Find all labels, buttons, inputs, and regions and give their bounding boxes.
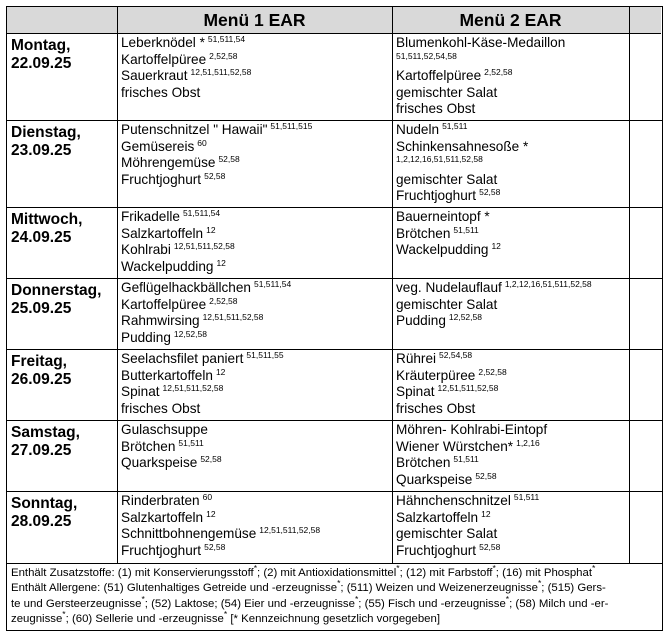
dish-line bbox=[121, 510, 320, 527]
dish-codes: 52,58 bbox=[475, 470, 497, 481]
day-date: 23.09.25 bbox=[11, 142, 72, 159]
day-label bbox=[11, 282, 101, 318]
dish-name: Salzkartoffeln bbox=[121, 509, 204, 525]
dish-line bbox=[396, 401, 507, 418]
dish-name: frisches Obst bbox=[121, 400, 201, 416]
dish-line bbox=[121, 493, 320, 510]
dish-codes: 12 bbox=[215, 366, 226, 377]
menu1-cell bbox=[121, 122, 312, 188]
menu1-cell bbox=[121, 493, 320, 559]
dish-name: veg. Nudelauflauf bbox=[396, 280, 502, 295]
header-blank-cell bbox=[7, 7, 117, 34]
dish-line bbox=[396, 188, 528, 205]
dish-name: frisches Obst bbox=[121, 84, 201, 100]
dish-codes: 1,2,12,16,51,511,52,58 bbox=[504, 279, 592, 289]
day-date: 24.09.25 bbox=[11, 229, 72, 246]
footnote-asterisk: * bbox=[592, 563, 596, 574]
day-date: 27.09.25 bbox=[11, 442, 72, 459]
dish-codes: 51,511 bbox=[178, 437, 204, 448]
dish-line bbox=[121, 313, 291, 330]
dish-codes: 2,52,58 bbox=[484, 67, 513, 77]
dish-codes: 51,511,54 bbox=[253, 279, 292, 289]
dish-codes: 12,51,511,52,58 bbox=[173, 241, 235, 251]
footnote-text: ; (515) Gers- bbox=[541, 582, 606, 595]
footnote-asterisk: * bbox=[337, 578, 341, 589]
dish-line bbox=[121, 68, 251, 85]
dish-name: Rahmwirsing bbox=[121, 313, 200, 328]
dish-name: gemischter Salat bbox=[396, 296, 498, 312]
dish-line bbox=[396, 122, 528, 139]
dish-codes: 51,511,54 bbox=[207, 34, 246, 44]
day-name: Samstag, bbox=[11, 424, 80, 441]
dish-codes: 12,51,511,52,58 bbox=[259, 525, 321, 535]
dish-line bbox=[396, 172, 528, 189]
dish-line bbox=[121, 52, 251, 69]
dish-line bbox=[121, 85, 251, 102]
dish-line bbox=[121, 226, 235, 243]
menu1-cell bbox=[121, 351, 284, 417]
dish-name: Pudding bbox=[396, 313, 446, 328]
dish-name: Frikadelle bbox=[121, 209, 180, 224]
dish-name: Leberknödel * bbox=[121, 35, 205, 50]
dish-codes: 51,511 bbox=[442, 121, 468, 131]
dish-name: Fruchtjoghurt bbox=[121, 542, 202, 558]
day-name: Freitag, bbox=[11, 353, 67, 370]
dish-codes: 60 bbox=[202, 492, 213, 502]
dish-line bbox=[396, 68, 565, 85]
day-row bbox=[7, 208, 662, 279]
header-menu2: Menü 2 EAR bbox=[392, 7, 629, 34]
menu2-cell bbox=[396, 422, 547, 488]
dish-name: Sauerkraut bbox=[121, 68, 188, 83]
dish-codes: 12,51,511,52,58 bbox=[202, 312, 264, 322]
dish-name: Wiener Würstchen* bbox=[396, 438, 514, 454]
dish-name: Rührei bbox=[396, 351, 437, 366]
dish-line bbox=[121, 172, 312, 189]
day-row bbox=[7, 350, 662, 421]
dish-name: Butterkartoffeln bbox=[121, 367, 213, 383]
dish-codes: 51,511,54 bbox=[182, 208, 221, 218]
dish-codes: 51,511 bbox=[453, 224, 479, 235]
footnote-text: ; (58) Milch und -er- bbox=[509, 597, 609, 610]
dish-line bbox=[396, 85, 565, 102]
dish-codes: 1,2,16 bbox=[516, 437, 540, 448]
day-row bbox=[7, 421, 662, 492]
dish-name: Salzkartoffeln bbox=[396, 509, 479, 525]
dish-line bbox=[396, 35, 565, 52]
footnote-line bbox=[11, 608, 658, 627]
dish-line bbox=[396, 101, 565, 118]
dish-line bbox=[121, 35, 251, 52]
footnote-asterisk: * bbox=[492, 563, 496, 574]
menu1-cell bbox=[121, 422, 222, 472]
footnote-line bbox=[11, 578, 658, 596]
dish-name: Kartoffelpüree bbox=[396, 68, 482, 83]
day-label bbox=[11, 495, 77, 531]
dish-line bbox=[396, 439, 547, 456]
dish-line bbox=[396, 297, 592, 314]
dish-name: Spinat bbox=[121, 384, 160, 399]
dish-name: Blumenkohl-Käse-Medaillon bbox=[396, 35, 566, 50]
dish-codes: 12 bbox=[206, 508, 216, 519]
dish-name: Möhren- Kohlrabi-Eintopf bbox=[396, 422, 548, 437]
footnote-asterisk: * bbox=[537, 578, 542, 589]
header-extra-cell bbox=[629, 7, 661, 34]
day-date: 28.09.25 bbox=[11, 513, 72, 530]
dish-codes: 2,52,58 bbox=[478, 366, 507, 377]
dish-line bbox=[396, 510, 539, 527]
footnote bbox=[11, 563, 658, 627]
dish-line bbox=[121, 455, 222, 472]
footnote-text: [* Kennzeichnung gesetzlich vorgegeben] bbox=[227, 612, 440, 625]
footnote-line bbox=[11, 593, 658, 612]
dish-line bbox=[396, 242, 501, 259]
dish-codes: 51,511 bbox=[453, 454, 479, 464]
dish-name: frisches Obst bbox=[396, 101, 476, 116]
footnote-asterisk: * bbox=[354, 593, 359, 604]
day-label bbox=[11, 124, 81, 160]
dish-line bbox=[396, 384, 507, 401]
dish-name: Quarkspeise bbox=[121, 455, 198, 470]
dish-codes: 60 bbox=[197, 137, 207, 148]
dish-line bbox=[121, 209, 235, 226]
dish-line bbox=[396, 422, 547, 439]
dish-line bbox=[121, 351, 284, 368]
footnote-text: ; (55) Fisch und -erzeugnisse bbox=[358, 597, 506, 610]
footnote-text: ; (60) Sellerie und -erzeugnisse bbox=[65, 612, 224, 625]
footnote-asterisk: * bbox=[253, 563, 258, 574]
dish-line bbox=[396, 351, 507, 368]
dish-line bbox=[396, 209, 501, 226]
dish-codes: 1,2,12,16,51,511,52,58 bbox=[396, 154, 483, 164]
footnote-text: ; (2) mit Antioxidationsmittel bbox=[257, 567, 397, 580]
dish-line bbox=[396, 368, 507, 385]
dish-codes: 12 bbox=[206, 224, 216, 235]
day-row bbox=[7, 492, 662, 564]
footnote-text: ; (511) Weizen und Weizenerzeugnisse bbox=[340, 582, 538, 595]
footnote-text: ; (16) mit Phosphat bbox=[495, 567, 592, 580]
dish-name: Brötchen bbox=[396, 455, 451, 470]
dish-line bbox=[121, 280, 291, 297]
dish-codes: 52,58 bbox=[218, 154, 240, 164]
dish-name: Seelachsfilet paniert bbox=[121, 351, 244, 366]
dish-codes: 12,52,58 bbox=[173, 328, 207, 339]
menu1-cell bbox=[121, 280, 291, 346]
dish-line bbox=[121, 526, 320, 543]
dish-codes: 52,58 bbox=[204, 170, 226, 181]
footnote-text: te und Gersteerzeugnisse bbox=[11, 597, 142, 610]
column-divider bbox=[392, 7, 393, 564]
dish-name: Geflügelhackbällchen bbox=[121, 280, 251, 295]
dish-codes: 51,511 bbox=[513, 492, 540, 502]
dish-codes: 12 bbox=[481, 508, 491, 519]
footnote-text: ; (12) mit Farbstoff bbox=[399, 567, 493, 580]
dish-name: Kohlrabi bbox=[121, 242, 171, 257]
dish-line bbox=[396, 455, 547, 472]
day-row bbox=[7, 34, 662, 121]
dish-name: gemischter Salat bbox=[396, 526, 498, 541]
dish-name: Fruchtjoghurt bbox=[396, 542, 477, 558]
menu2-cell bbox=[396, 122, 528, 205]
menu1-cell bbox=[121, 35, 251, 101]
footnote-line bbox=[11, 563, 658, 581]
dish-codes: 52,58 bbox=[479, 541, 501, 552]
dish-name: Wackelpudding bbox=[121, 258, 214, 274]
day-label bbox=[11, 424, 80, 460]
dish-line bbox=[396, 472, 547, 489]
dish-name: gemischter Salat bbox=[396, 171, 498, 187]
dish-line bbox=[121, 422, 222, 439]
dish-name: Brötchen bbox=[121, 438, 176, 454]
footnote-asterisk: * bbox=[505, 593, 510, 604]
dish-name: Spinat bbox=[396, 384, 435, 399]
menu2-cell bbox=[396, 209, 501, 259]
footnote-text: ; (52) Laktose; (54) Eier und -erzeugnisse bbox=[144, 597, 355, 610]
dish-name: Putenschnitzel " Hawaii" bbox=[121, 122, 268, 137]
dish-line bbox=[121, 401, 284, 418]
dish-name: Pudding bbox=[121, 329, 171, 345]
dish-name: Fruchtjoghurt bbox=[396, 188, 477, 203]
dish-line bbox=[121, 543, 320, 560]
dish-codes: 2,52,58 bbox=[209, 295, 238, 306]
dish-line bbox=[396, 280, 592, 297]
dish-name: Gulaschsuppe bbox=[121, 422, 208, 437]
dish-codes: 12,52,58 bbox=[448, 312, 482, 322]
dish-name: Brötchen bbox=[396, 225, 451, 241]
dish-name: Rinderbraten bbox=[121, 493, 200, 508]
dish-codes: 12,51,511,52,58 bbox=[190, 67, 252, 77]
day-name: Sonntag, bbox=[11, 495, 78, 512]
footnote-asterisk: * bbox=[396, 563, 400, 574]
dish-name: Kräuterpüree bbox=[396, 367, 476, 383]
dish-name: Gemüsereis bbox=[121, 138, 195, 154]
dish-codes: 52,58 bbox=[200, 454, 222, 464]
footnote-asterisk: * bbox=[62, 608, 66, 619]
dish-line bbox=[396, 493, 539, 510]
dish-line bbox=[396, 526, 539, 543]
dish-codes: 51,511,55 bbox=[246, 350, 284, 360]
footnote-text: zeugnisse bbox=[11, 612, 63, 625]
dish-name: Kartoffelpüree bbox=[121, 296, 207, 312]
day-name: Dienstag, bbox=[11, 124, 81, 141]
menu2-cell bbox=[396, 351, 507, 417]
dish-name: Bauerneintopf * bbox=[396, 209, 490, 224]
dish-line bbox=[121, 384, 284, 401]
menu2-cell bbox=[396, 280, 592, 330]
day-name: Montag, bbox=[11, 37, 71, 54]
menu-table bbox=[6, 6, 663, 631]
dish-line bbox=[396, 543, 539, 560]
menu1-cell bbox=[121, 209, 235, 275]
dish-codes: 12,51,511,52,58 bbox=[162, 383, 224, 393]
footnote-text: Enthält Allergene: (51) Glutenhaltiges Getreide und -erzeugnisse bbox=[11, 582, 338, 595]
dish-codes: 2,52,58 bbox=[209, 50, 238, 61]
dish-codes: 51,511,52,54,58 bbox=[396, 50, 457, 61]
column-divider bbox=[629, 7, 630, 564]
footnote-asterisk: * bbox=[141, 593, 145, 604]
dish-line bbox=[396, 226, 501, 243]
dish-name: Fruchtjoghurt bbox=[121, 171, 202, 187]
dish-name: frisches Obst bbox=[396, 400, 476, 416]
column-divider bbox=[117, 7, 118, 564]
dish-line bbox=[121, 368, 284, 385]
dish-line bbox=[121, 122, 312, 139]
dish-line bbox=[121, 330, 291, 347]
dish-line bbox=[396, 313, 592, 330]
dish-name: Quarkspeise bbox=[396, 471, 473, 487]
day-date: 26.09.25 bbox=[11, 371, 72, 388]
dish-codes: 12 bbox=[216, 257, 226, 268]
dish-line bbox=[396, 52, 565, 69]
footnote-text: Enthält Zusatzstoffe: (1) mit Konservierungsstoff bbox=[11, 567, 254, 580]
dish-line bbox=[121, 242, 235, 259]
dish-name: gemischter Salat bbox=[396, 84, 498, 100]
dish-codes: 52,58 bbox=[479, 187, 501, 197]
dish-line bbox=[396, 155, 528, 172]
dish-name: Wackelpudding bbox=[396, 242, 489, 257]
dish-codes: 12,51,511,52,58 bbox=[437, 383, 499, 393]
dish-name: Salzkartoffeln bbox=[121, 225, 204, 241]
dish-codes: 52,58 bbox=[204, 541, 226, 552]
dish-name: Schinkensahnesoße * bbox=[396, 138, 529, 154]
menu2-cell bbox=[396, 493, 539, 559]
day-label bbox=[11, 211, 82, 247]
day-label bbox=[11, 37, 71, 73]
dish-line bbox=[121, 439, 222, 456]
dish-codes: 51,511,515 bbox=[270, 121, 313, 131]
header-menu1: Menü 1 EAR bbox=[117, 7, 392, 34]
dish-line bbox=[121, 259, 235, 276]
day-row bbox=[7, 279, 662, 350]
menu2-cell bbox=[396, 35, 565, 118]
dish-name: Nudeln bbox=[396, 122, 440, 137]
dish-codes: 12 bbox=[491, 241, 501, 251]
day-label bbox=[11, 353, 71, 389]
dish-codes: 52,54,58 bbox=[439, 350, 473, 360]
day-date: 25.09.25 bbox=[11, 300, 72, 317]
footnote-asterisk: * bbox=[223, 608, 228, 619]
dish-name: Möhrengemüse bbox=[121, 155, 216, 170]
day-date: 22.09.25 bbox=[11, 55, 72, 72]
dish-name: Hähnchenschnitzel bbox=[396, 493, 511, 508]
dish-line bbox=[121, 297, 291, 314]
dish-line bbox=[121, 139, 312, 156]
dish-name: Kartoffelpüree bbox=[121, 51, 207, 67]
day-row bbox=[7, 121, 662, 208]
dish-name: Schnittbohnengemüse bbox=[121, 526, 257, 541]
dish-line bbox=[396, 139, 528, 156]
day-name: Donnerstag, bbox=[11, 282, 102, 299]
day-name: Mittwoch, bbox=[11, 211, 83, 228]
dish-line bbox=[121, 155, 312, 172]
